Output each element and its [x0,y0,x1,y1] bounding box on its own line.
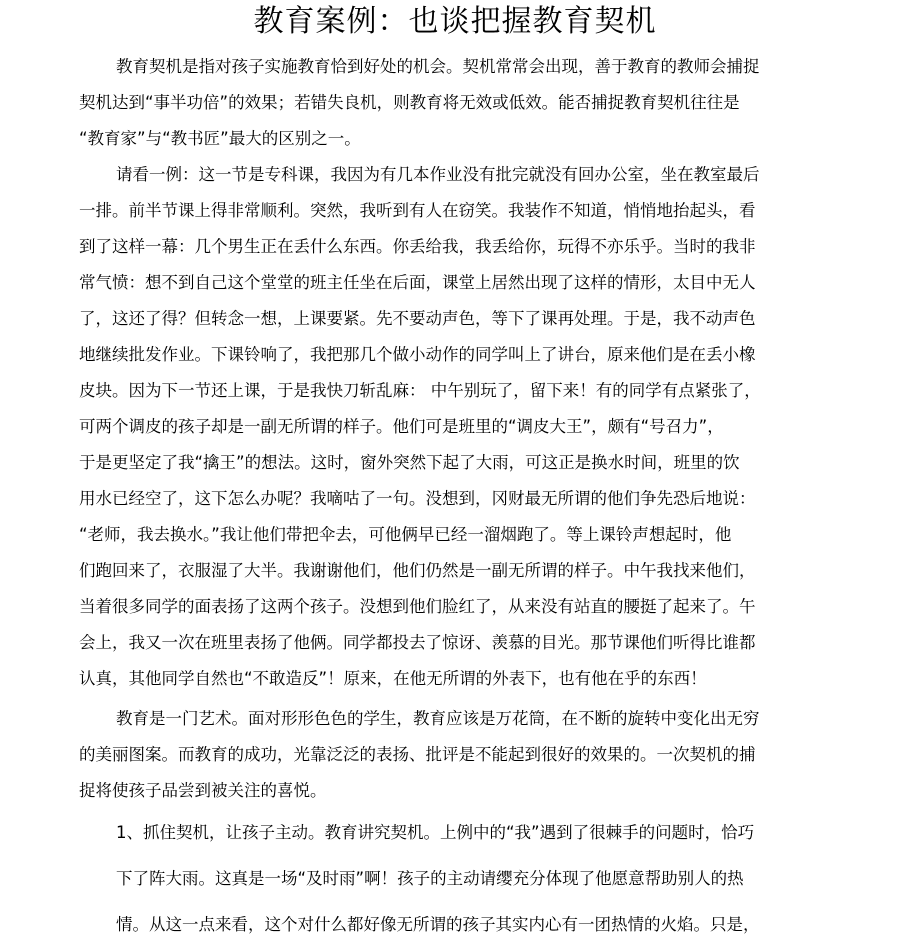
paragraph-line: 地继续批发作业。下课铃响了，我把那几个做小动作的同学叫上了讲台，原来他们是在丢小橡 [79,345,756,364]
paragraph-case-example [79,157,824,697]
paragraph-line: 皮块。因为下一节还上课，于是我快刀斩乱麻： 中午别玩了，留下来！有的同学有点紧张了， [79,381,761,400]
paragraph-line: 捉将使孩子品尝到被关注的喜悦。 [79,781,327,800]
paragraph-line: 请看一例：这一节是专科课，我因为有几本作业没有批完就没有回办公室，坐在教室最后 [116,165,760,184]
paragraph-line: “老师，我去换水。”我让他们带把伞去，可他俩早已经一溜烟跑了。等上课铃声想起时，他 [79,525,732,544]
paragraph-line: “教育家”与“教书匠”最大的区别之一。 [79,129,361,148]
paragraph-line: 了，这还了得？但转念一想，上课要紧。先不要动声色，等下了课再处理。于是，我不动声色 [79,309,756,328]
paragraph-line: 到了这样一幕：几个男生正在丢什么东西。你丢给我，我丢给你，玩得不亦乐乎。当时的我非 [79,237,756,256]
paragraph-line: 1、抓住契机，让孩子主动。教育讲究契机。上例中的“我”遇到了很棘手的问题时，恰巧 [116,823,755,842]
document-title: 教育案例：也谈把握教育契机 [253,4,657,39]
paragraph-line: 常气愤：想不到自己这个堂堂的班主任坐在后面，课堂上居然出现了这样的情形，太目中无人 [79,273,756,292]
paragraph-line: 会上，我又一次在班里表扬了他俩。同学都投去了惊讶、羡慕的目光。那节课他们听得比谁都 [79,633,756,652]
paragraph-line: 们跑回来了，衣服湿了大半。我谢谢他们，他们仍然是一副无所谓的样子。中午我找来他们， [79,561,756,580]
paragraph-line: 用水已经空了，这下怎么办呢？我嘀咕了一句。没想到，冈财最无所谓的他们争先恐后地说： [79,489,756,508]
paragraph-definition [79,49,824,157]
paragraph-line: 教育契机是指对孩子实施教育恰到好处的机会。契机常常会出现，善于教育的教师会捕捉 [116,57,760,76]
paragraph-line: 下了阵大雨。这真是一场“及时雨”啊！孩子的主动请缨充分体现了他愿意帮助别人的热 [116,869,744,888]
paragraph-line: 可两个调皮的孩子却是一副无所谓的样子。他们可是班里的“调皮大王”，颇有“号召力”， [79,417,724,436]
paragraph-line: 一排。前半节课上得非常顺利。突然，我听到有人在窃笑。我装作不知道，悄悄地抬起头，看 [79,201,756,220]
paragraph-line: 认真，其他同学自然也“不敢造反”！原来，在他无所谓的外表下，也有他在乎的东西！ [79,669,707,688]
paragraph-education-art [79,701,824,809]
paragraph-line: 教育是一门艺术。面对形形色色的学生，教育应该是万花筒，在不断的旋转中变化出无穷 [116,709,760,728]
paragraph-point-one [79,810,824,948]
paragraph-line: 当着很多同学的面表扬了这两个孩子。没想到他们脸红了，从来没有站直的腰挺了起来了。午 [79,597,756,616]
paragraph-line: 于是更坚定了我“擒王”的想法。这时，窗外突然下起了大雨，可这正是换水时间，班里的饮 [79,453,740,472]
paragraph-line: 情。从这一点来看，这个对什么都好像无所谓的孩子其实内心有一团热情的火焰。只是， [116,915,760,934]
paragraph-line: 的美丽图案。而教育的成功，光靠泛泛的表扬、批评是不能起到很好的效果的。一次契机的捕 [79,745,756,764]
paragraph-line: 契机达到“事半功倍”的效果；若错失良机，则教育将无效或低效。能否捕捉教育契机往往是 [79,93,740,112]
